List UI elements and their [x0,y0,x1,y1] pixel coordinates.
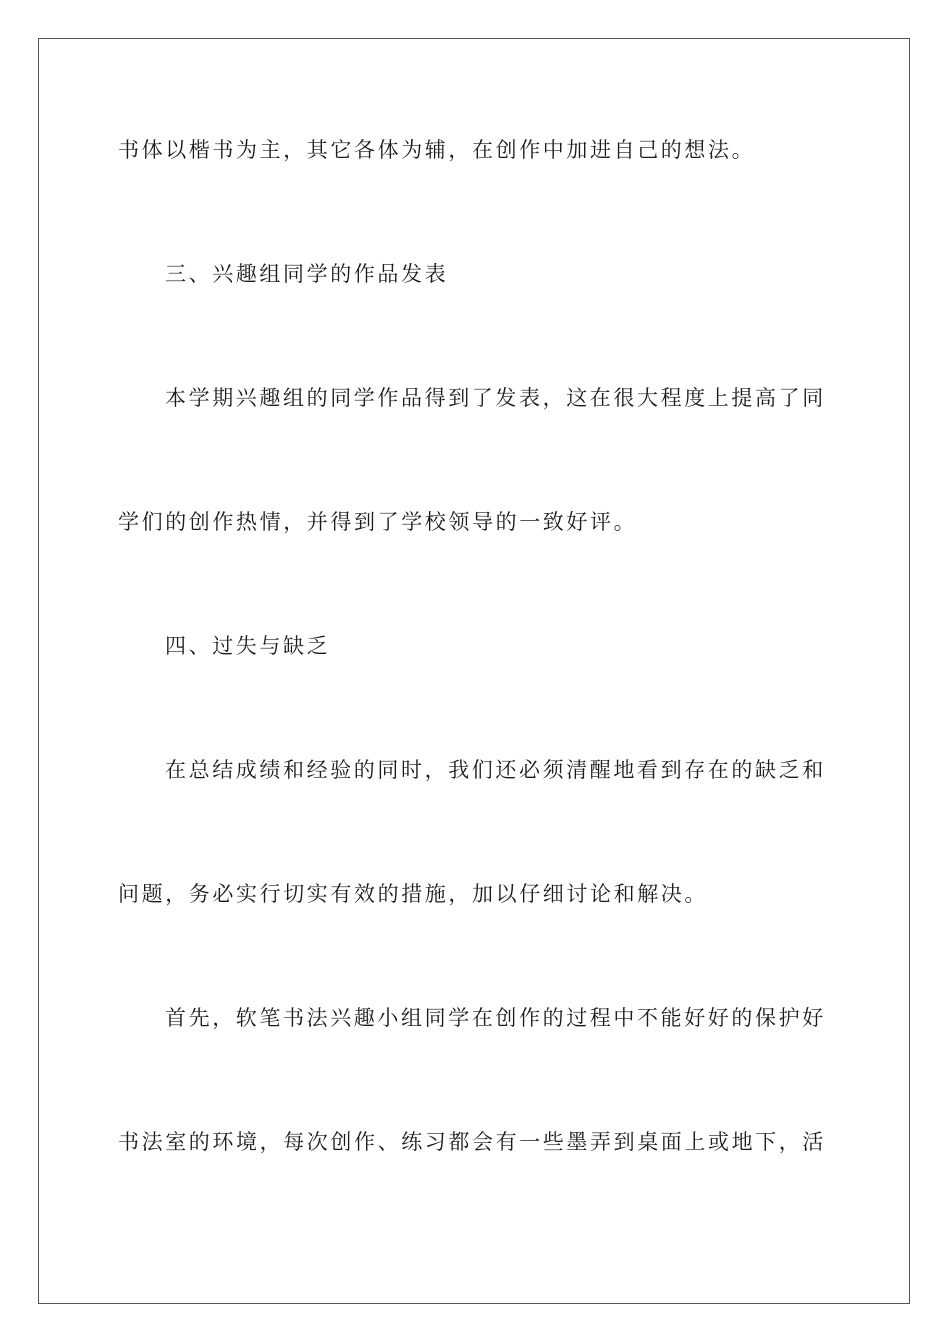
paragraph-line: 问题，务必实行切实有效的措施，加以仔细讨论和解决。 [118,882,708,906]
section-heading-3: 三、兴趣组同学的作品发表 [165,262,449,286]
section-heading-4: 四、过失与缺乏 [165,634,331,658]
page-border [38,38,910,1304]
paragraph-line: 书法室的环境，每次创作、练习都会有一些墨弄到桌面上或地下，活 [118,1130,826,1154]
paragraph-line: 书体以楷书为主，其它各体为辅，在创作中加进自己的想法。 [118,138,756,162]
paragraph-line: 本学期兴趣组的同学作品得到了发表，这在很大程度上提高了同 [165,386,826,410]
paragraph-line: 在总结成绩和经验的同时，我们还必须清醒地看到存在的缺乏和 [165,758,826,782]
paragraph-line: 首先，软笔书法兴趣小组同学在创作的过程中不能好好的保护好 [165,1006,826,1030]
paragraph-line: 学们的创作热情，并得到了学校领导的一致好评。 [118,510,638,534]
